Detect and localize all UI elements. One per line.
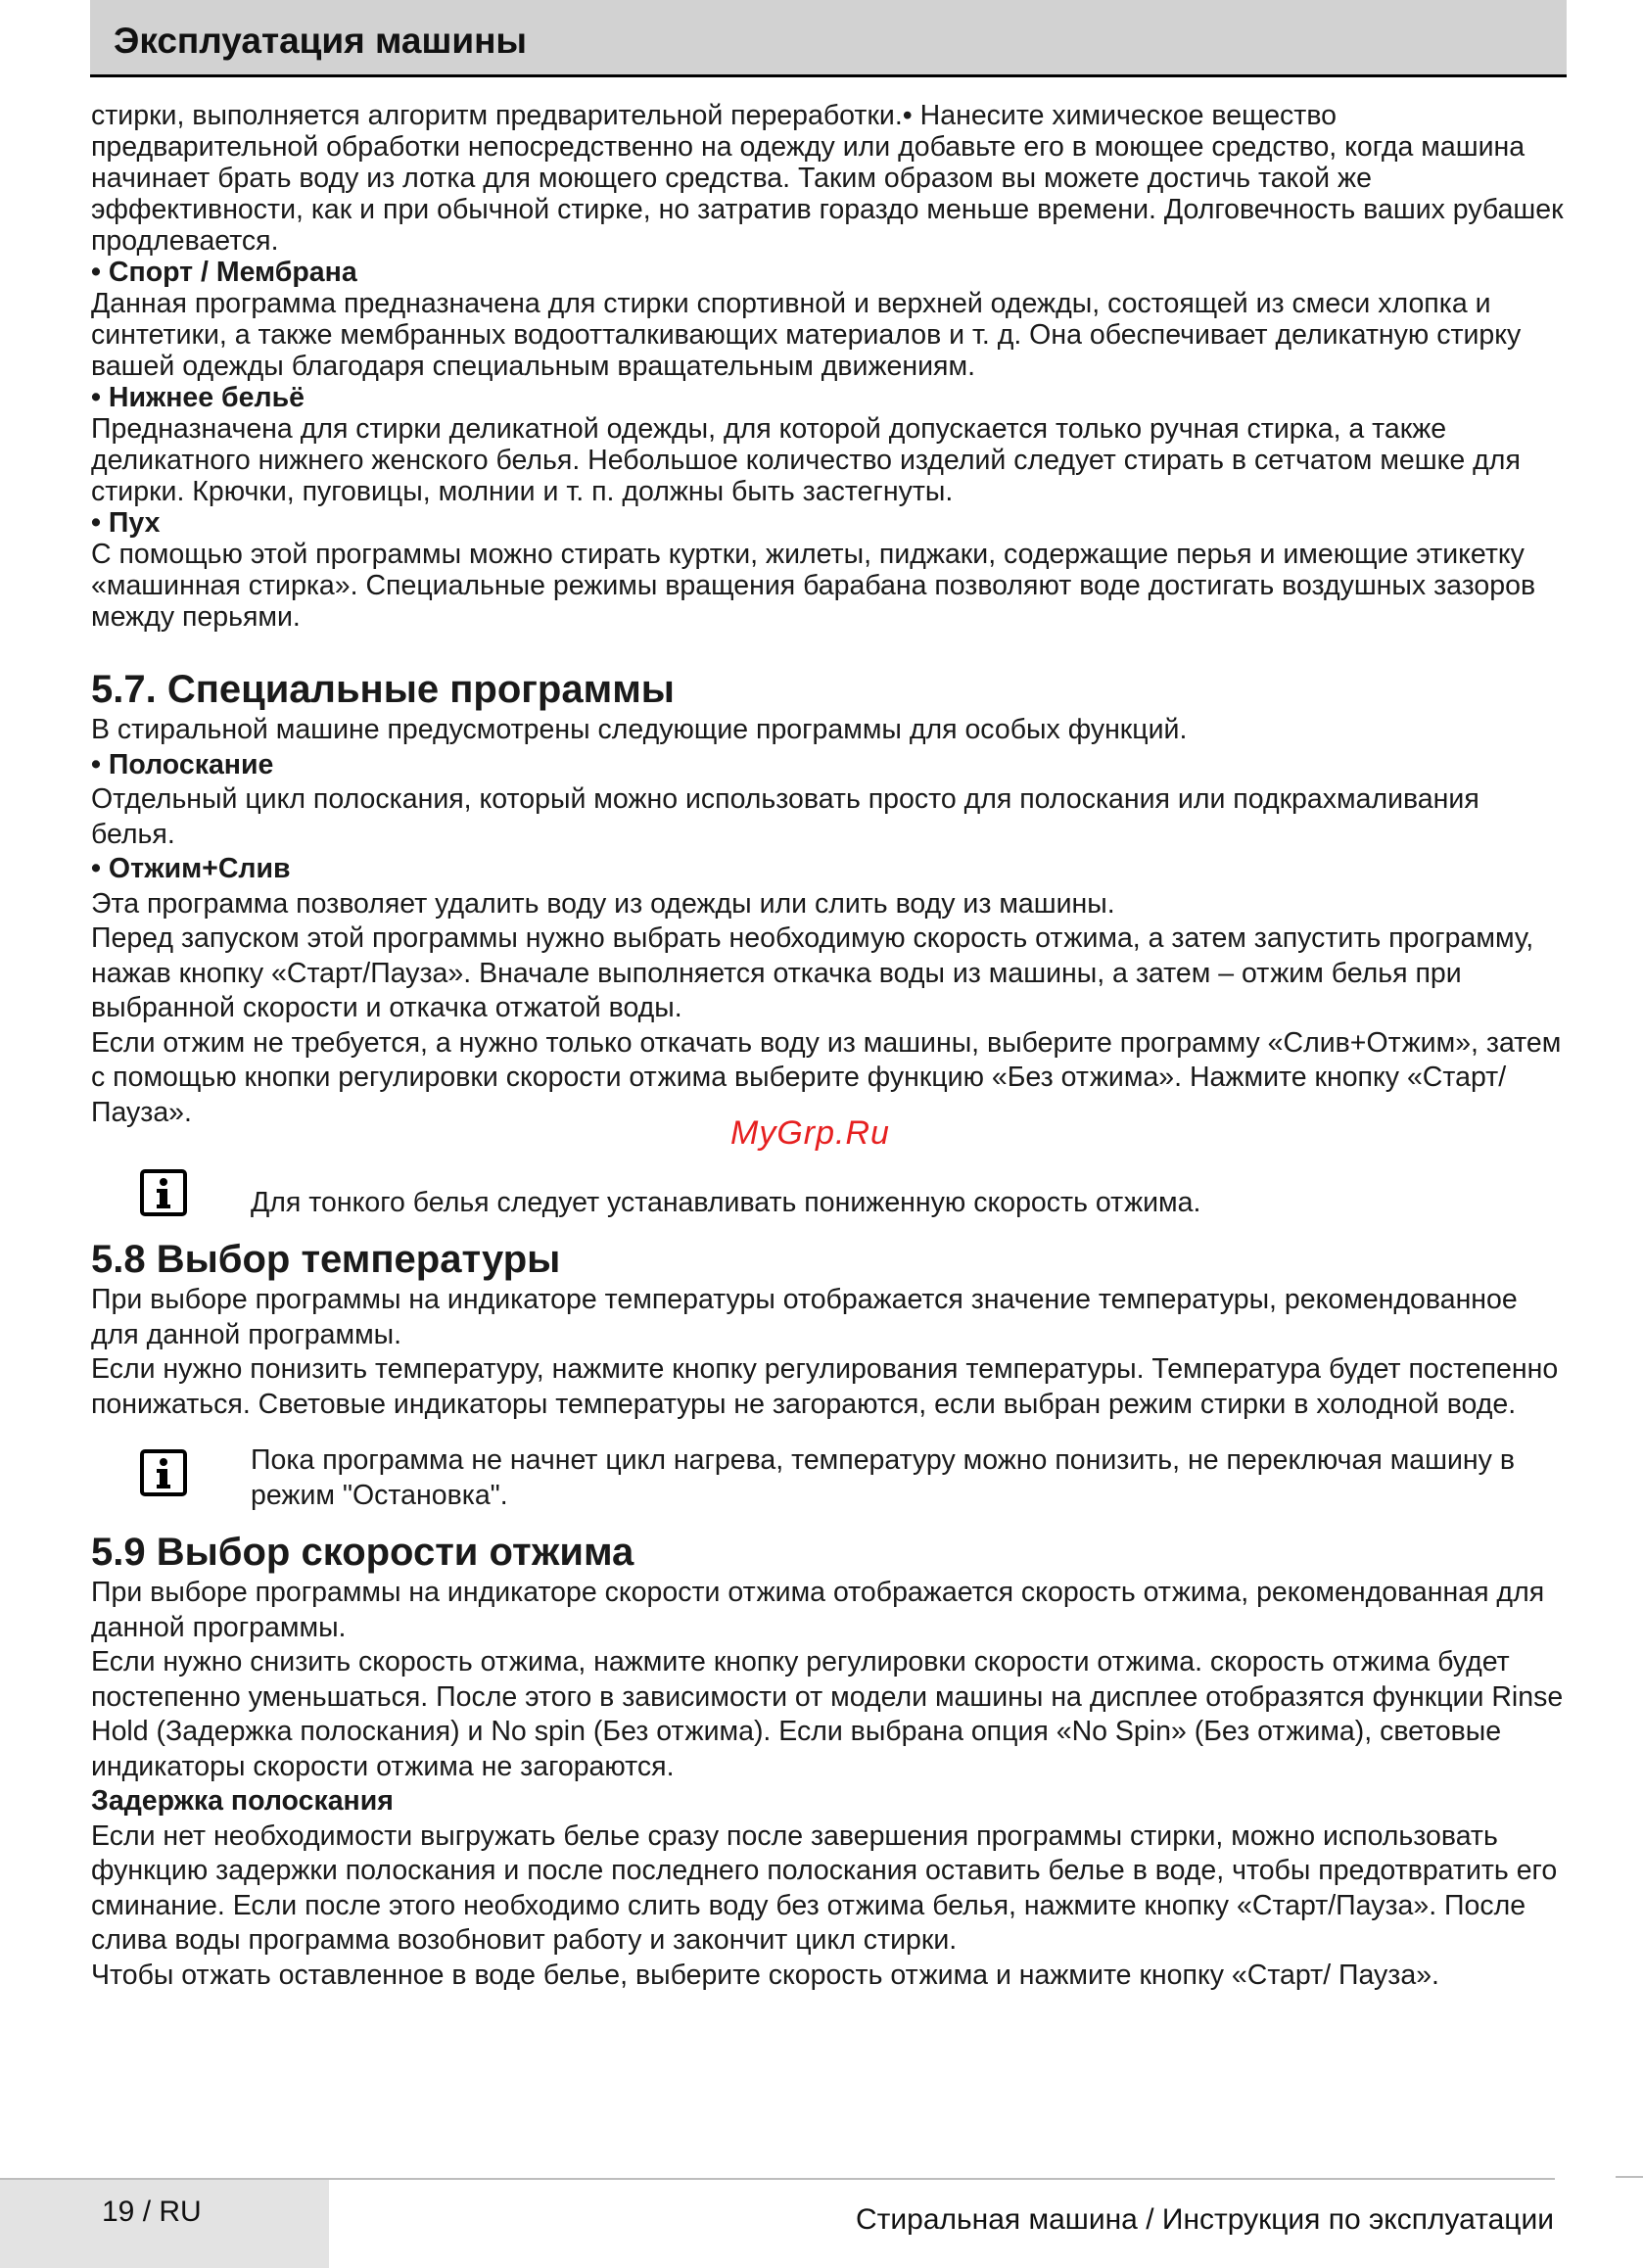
section-59-p4: Чтобы отжать оставленное в воде белье, выберите скорость отжима и нажмите кнопку «Старт/ Пауза». [91, 1959, 1439, 1991]
item-title-sport: • Спорт / Мембрана [91, 257, 357, 288]
note-text-temperature: Пока программа не начнет цикл нагрева, температуру можно понизить, не переключая машину в режим "Остановка". [251, 1444, 1515, 1511]
item-text-down: С помощью этой программы можно стирать куртки, жилеты, пиджаки, содержащие перья и имеющие этикетку «машинная стирка». Специальные режимы вращения барабана позволяют воде достигать воздушных зазоров между перьями. [91, 539, 1536, 633]
section-57-intro: В стиральной машине предусмотрены следующие программы для особых функций. [91, 714, 1188, 745]
item-text-underwear: Предназначена для стирки деликатной одежды, для которой допускается только ручная стирка, а также деликатного нижнего женского белья. Небольшое количество изделий следует стирать в сетчатом мешке для стирки. Крючки, пуговицы, молнии и т. п. должны быть застегнуты. [91, 413, 1521, 507]
spin-drain-p2: Перед запуском этой программы нужно выбрать необходимую скорость отжима, а затем запустить программу, нажав кнопку «Старт/Пауза». Вначале выполняется откачка воды из машины, а затем – отжим белья при выбранной скорости и откачка отжатой воды. [91, 922, 1534, 1023]
page-header [90, 0, 1567, 77]
info-note-temperature [91, 1443, 1565, 1513]
page-content [91, 100, 1565, 1993]
spin-drain-p3: Если отжим не требуется, а нужно только откачать воду из машины, выберите программу «Слив+Отжим», затем с помощью кнопки регулировки скорости отжима выберите функцию «Без отжима». Нажмите кнопку «Старт/Пауза». [91, 1026, 1562, 1128]
rinse-hold-title: Задержка полоскания [91, 1785, 394, 1817]
rinse-text: Отдельный цикл полоскания, который можно использовать просто для полоскания или подкрахмаливания белья. [91, 783, 1479, 850]
intro-paragraph: стирки, выполняется алгоритм предварительной переработки.• Нанесите химическое вещество предварительной обработки непосредственно на одежду или добавьте его в моющее средство, когда машина начинает брать воду из лотка для моющего средства. Таким образом вы можете достичь такой же эффективности, как и при обычной стирке, но затратив гораздо меньше времени. Долговечность ваших рубашек продлевается. [91, 100, 1564, 257]
note-text-spin: Для тонкого белья следует устанавливать пониженную скорость отжима. [251, 1187, 1201, 1218]
info-icon [140, 1449, 187, 1496]
footer-document-title: Стиральная машина / Инструкция по эксплуатации [855, 2203, 1554, 2236]
section-59-p3: Если нет необходимости выгружать белье сразу после завершения программы стирки, можно использовать функцию задержки полоскания и после последнего полоскания оставить белье в воде, чтобы предотвратить его сминание. Если после этого необходимо слить воду без отжима белья, нажмите кнопку «Старт/Пауза». После слива воды программа возобновит работу и закончит цикл стирки. [91, 1819, 1558, 1956]
page-number: 19 / RU [102, 2196, 202, 2228]
section-58-p2: Если нужно понизить температуру, нажмите кнопку регулирования температуры. Температура будет постепенно понижаться. Световые индикаторы температуры не загораются, если выбран режим стирки в холодной воде. [91, 1353, 1559, 1420]
item-title-underwear: • Нижнее бельё [91, 382, 305, 413]
footer-divider-tick [1616, 2176, 1643, 2178]
item-text-sport: Данная программа предназначена для стирки спортивной и верхней одежды, состоящей из смеси хлопка и синтетики, а также мембранных водоотталкивающих материалов и т. д. Она обеспечивает деликатную стирку вашей одежды благодаря специальным вращательным движениям. [91, 288, 1522, 382]
info-icon [140, 1169, 187, 1216]
section-58-p1: При выборе программы на индикаторе температуры отображается значение температуры, рекомендованное для данной программы. [91, 1284, 1518, 1350]
rinse-title: • Полоскание [91, 748, 274, 780]
watermark: MyGrp.Ru [730, 1114, 890, 1152]
item-title-down: • Пух [91, 507, 161, 539]
section-heading-spin-speed: 5.9 Выбор скорости отжима [91, 1531, 634, 1574]
spin-drain-title: • Отжим+Слив [91, 853, 291, 884]
section-heading-special-programs: 5.7. Специальные программы [91, 668, 675, 711]
section-59-p1: При выборе программы на индикаторе скорости отжима отображается скорость отжима, рекомендованная для данной программы. [91, 1577, 1545, 1643]
header-title: Эксплуатация машины [114, 21, 528, 61]
info-note-spin [91, 1167, 1565, 1226]
spin-drain-p1: Эта программа позволяет удалить воду из одежды или слить воду из машины. [91, 887, 1115, 920]
section-59-p2: Если нужно снизить скорость отжима, нажмите кнопку регулировки скорости отжима. скорость отжима будет постепенно уменьшаться. После этого в зависимости от модели машины на дисплее отобразятся функции Rinse Hold (Задержка полоскания) и No spin (Без отжима). Если выбрана опция «No Spin» (Без отжима), световые индикаторы скорости отжима не загораются. [91, 1646, 1564, 1782]
section-heading-temperature: 5.8 Выбор температуры [91, 1238, 561, 1281]
